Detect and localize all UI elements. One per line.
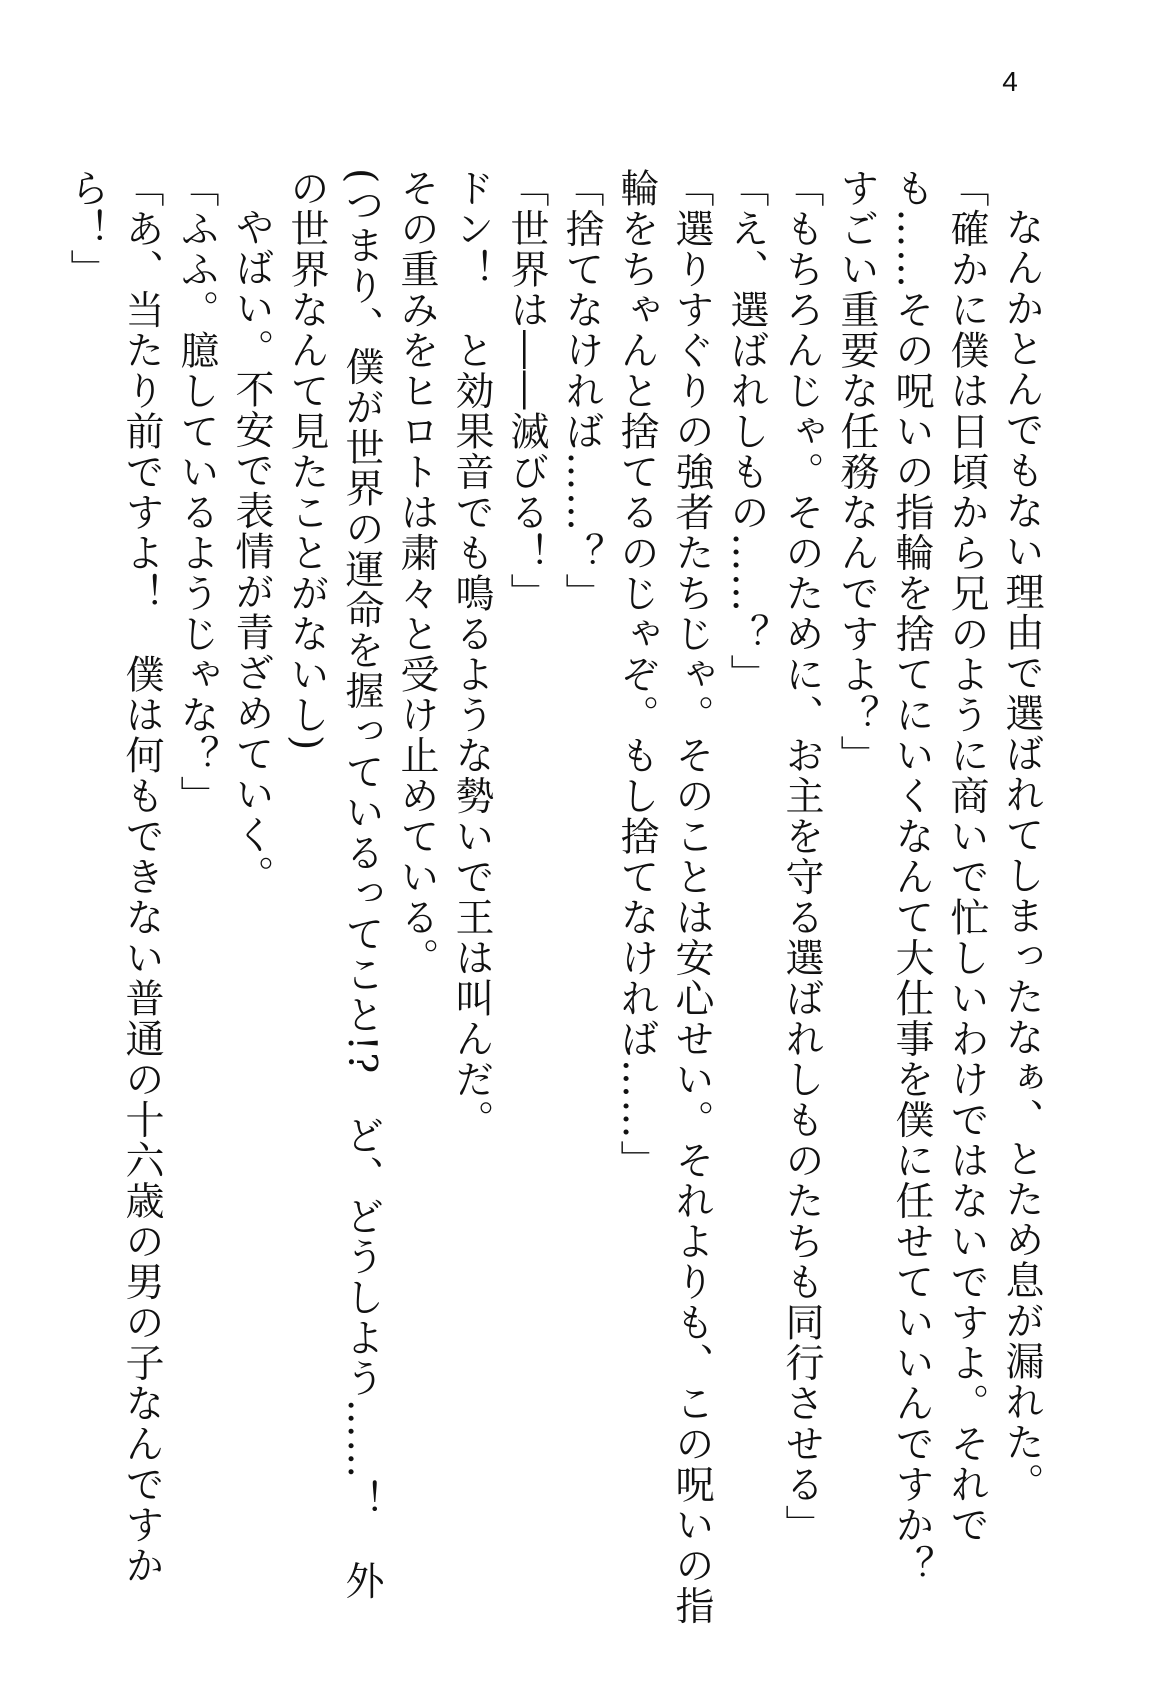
paragraph: その重みをヒロトは粛々と受け止めている。 — [394, 168, 439, 978]
dialogue-line: 「世界は――滅びる！」 — [504, 168, 549, 614]
dialogue-line: 「え、選ばれしもの……？」 — [724, 168, 769, 695]
dialogue-line: 「もちろんじゃ。そのために、お主を守る選ばれしものたちも同行させる」 — [779, 168, 824, 1545]
dialogue-line: 「選りすぐりの強者たちじゃ。そのことは安心せい。それよりも、この呪いの指輪をちゃんと捨てるのじゃぞ。もし捨てなければ……」 — [614, 168, 714, 1626]
body-text — [59, 168, 1049, 1628]
dialogue-line: 「あ、当たり前ですよ！ 僕は何もできない普通の十六歳の男の子なんですから！」 — [64, 168, 164, 1586]
paragraph: なんかとんでもない理由で選ばれてしまったなぁ、とため息が漏れた。 — [999, 207, 1044, 1503]
paragraph: やばい。不安で表情が青ざめていく。 — [229, 207, 274, 896]
dialogue-line: 「確かに僕は日頃から兄のように商いで忙しいわけではないですよ。それでも……その呪いの指輪を捨てにいくなんて大仕事を僕に任せていいんですか？ すごい重要な任務なんですよ？」 — [834, 168, 989, 1626]
page-number: 4 — [1002, 66, 1018, 97]
thought-line: (つまり、僕が世界の運命を握っているってこと!? ど、どうしよう……！ 外の世界なんて見たことがないし) — [284, 168, 384, 1602]
dialogue-line: 「ふふ。臆しているようじゃな？」 — [174, 168, 219, 816]
dialogue-line: 「捨てなければ……？」 — [559, 168, 604, 614]
paragraph: ドン！ と効果音でも鳴るような勢いで王は叫んだ。 — [449, 168, 494, 1140]
